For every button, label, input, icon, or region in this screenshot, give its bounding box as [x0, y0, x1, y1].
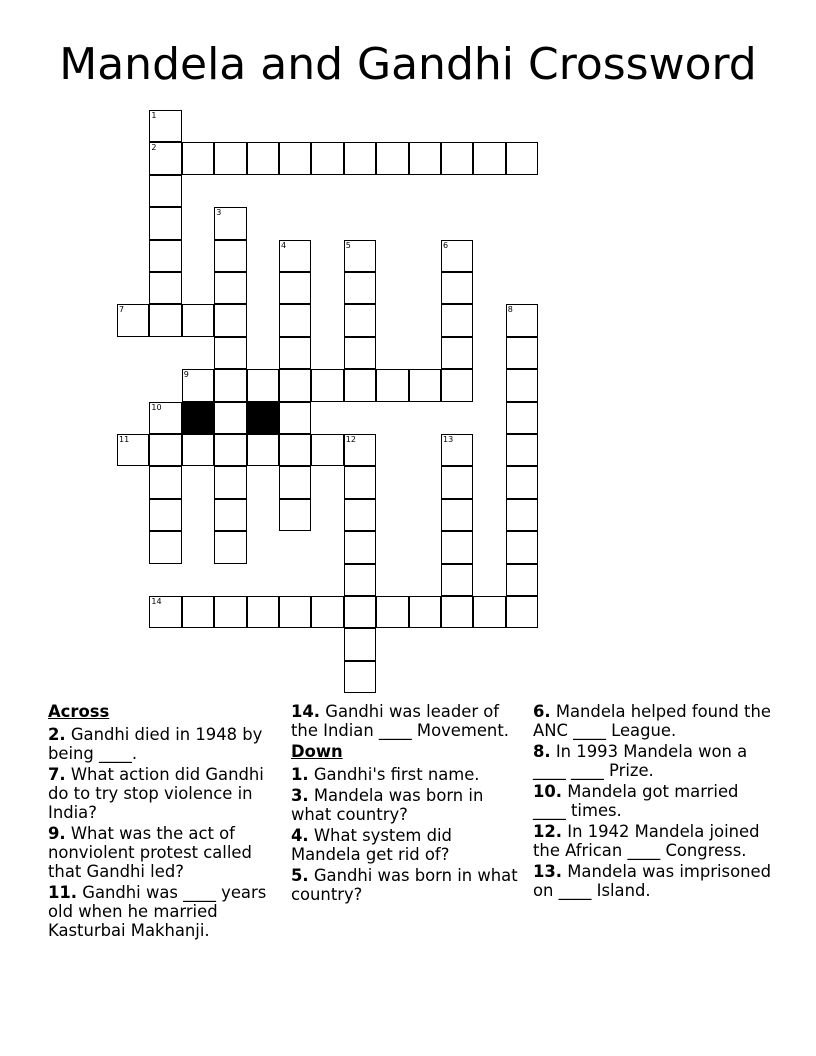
- down-clue-4: 4. What system did Mandela get rid of?: [291, 826, 452, 864]
- crossword-cell[interactable]: [149, 272, 181, 304]
- crossword-cell[interactable]: [344, 499, 376, 531]
- crossword-cell[interactable]: [149, 304, 181, 336]
- crossword-cell[interactable]: [214, 434, 246, 466]
- crossword-cell[interactable]: [344, 304, 376, 336]
- clues-column-3: [533, 702, 773, 902]
- crossword-cell[interactable]: [376, 369, 408, 401]
- crossword-cell[interactable]: [441, 596, 473, 628]
- crossword-cell[interactable]: [149, 142, 181, 174]
- crossword-cell[interactable]: [506, 304, 538, 336]
- crossword-cell[interactable]: [506, 434, 538, 466]
- crossword-cell[interactable]: [182, 142, 214, 174]
- crossword-cell[interactable]: [149, 466, 181, 498]
- crossword-cell[interactable]: [117, 434, 149, 466]
- crossword-cell[interactable]: [182, 596, 214, 628]
- crossword-cell[interactable]: [279, 402, 311, 434]
- clue-number: 13: [443, 435, 454, 444]
- crossword-cell[interactable]: [149, 531, 181, 563]
- crossword-cell[interactable]: [409, 596, 441, 628]
- crossword-cell[interactable]: [344, 596, 376, 628]
- crossword-cell[interactable]: [279, 434, 311, 466]
- crossword-cell[interactable]: [149, 175, 181, 207]
- crossword-cell[interactable]: [182, 369, 214, 401]
- crossword-cell[interactable]: [279, 499, 311, 531]
- crossword-cell[interactable]: [506, 564, 538, 596]
- crossword-cell[interactable]: [247, 596, 279, 628]
- crossword-cell[interactable]: [117, 304, 149, 336]
- clue-number: 5: [345, 240, 351, 250]
- clue-number: 2: [151, 143, 157, 153]
- blocked-cell: [247, 402, 279, 434]
- crossword-cell[interactable]: [214, 272, 246, 304]
- crossword-cell[interactable]: [149, 434, 181, 466]
- crossword-cell[interactable]: [311, 434, 343, 466]
- clue-number: 3: [216, 208, 222, 218]
- crossword-cell[interactable]: [311, 142, 343, 174]
- crossword-cell[interactable]: [149, 596, 181, 628]
- crossword-cell[interactable]: [247, 142, 279, 174]
- crossword-grid: [117, 110, 538, 693]
- crossword-cell[interactable]: [506, 402, 538, 434]
- crossword-cell[interactable]: [506, 369, 538, 401]
- down-clue-6: 6. Mandela helped found the ANC ____ League.: [533, 702, 771, 740]
- crossword-cell[interactable]: [344, 628, 376, 660]
- crossword-cell[interactable]: [279, 466, 311, 498]
- across-clue-7: 7. What action did Gandhi do to try stop violence in India?: [48, 765, 264, 822]
- down-clue-8: 8. In 1993 Mandela won a ____ ____ Prize.: [533, 742, 748, 780]
- crossword-cell[interactable]: [214, 337, 246, 369]
- crossword-cell[interactable]: [441, 304, 473, 336]
- across-clue-9: 9. What was the act of nonviolent protest called that Gandhi led?: [48, 824, 252, 881]
- crossword-cell[interactable]: [376, 596, 408, 628]
- crossword-cell[interactable]: [149, 110, 181, 142]
- clue-number: 7: [119, 305, 125, 315]
- across-clue-14: 14. Gandhi was leader of the Indian ____ Movement.: [291, 702, 509, 740]
- crossword-cell[interactable]: [149, 499, 181, 531]
- crossword-cell[interactable]: [214, 369, 246, 401]
- crossword-cell[interactable]: [441, 240, 473, 272]
- crossword-cell[interactable]: [214, 207, 246, 239]
- clue-number: 8: [507, 305, 513, 315]
- crossword-cell[interactable]: [149, 240, 181, 272]
- crossword-cell[interactable]: [279, 240, 311, 272]
- clue-number: 9: [183, 370, 189, 380]
- crossword-cell[interactable]: [214, 240, 246, 272]
- crossword-cell[interactable]: [506, 531, 538, 563]
- crossword-cell[interactable]: [214, 499, 246, 531]
- crossword-cell[interactable]: [506, 337, 538, 369]
- across-clue-11: 11. Gandhi was ____ years old when he married Kasturbai Makhanji.: [48, 883, 267, 940]
- down-clue-12: 12. In 1942 Mandela joined the African ____ Congress.: [533, 822, 760, 860]
- crossword-cell[interactable]: [441, 466, 473, 498]
- page-title: Mandela and Gandhi Crossword: [59, 39, 757, 90]
- crossword-cell[interactable]: [182, 434, 214, 466]
- crossword-cell[interactable]: [344, 661, 376, 693]
- crossword-cell[interactable]: [279, 596, 311, 628]
- clues-column-1: [48, 702, 284, 942]
- clue-number: 14: [151, 597, 162, 606]
- crossword-cell[interactable]: [441, 564, 473, 596]
- crossword-cell[interactable]: [473, 596, 505, 628]
- down-clue-5: 5. Gandhi was born in what country?: [291, 866, 518, 904]
- crossword-cell[interactable]: [214, 596, 246, 628]
- crossword-cell[interactable]: [344, 272, 376, 304]
- crossword-cell[interactable]: [344, 142, 376, 174]
- down-clue-1: 1. Gandhi's first name.: [291, 765, 480, 784]
- crossword-cell[interactable]: [214, 531, 246, 563]
- clue-number: 11: [119, 435, 130, 444]
- crossword-cell[interactable]: [279, 142, 311, 174]
- clue-number: 1: [151, 111, 157, 120]
- across-heading: Across: [48, 702, 110, 721]
- crossword-cell[interactable]: [279, 337, 311, 369]
- crossword-cell[interactable]: [506, 499, 538, 531]
- crossword-cell[interactable]: [279, 369, 311, 401]
- crossword-cell[interactable]: [441, 337, 473, 369]
- crossword-cell[interactable]: [441, 369, 473, 401]
- crossword-cell[interactable]: [376, 142, 408, 174]
- crossword-cell[interactable]: [409, 369, 441, 401]
- down-heading: Down: [291, 742, 343, 761]
- crossword-cell[interactable]: [344, 466, 376, 498]
- crossword-cell[interactable]: [441, 531, 473, 563]
- down-clue-10: 10. Mandela got married ____ times.: [533, 782, 739, 820]
- clue-number: 4: [281, 240, 287, 250]
- crossword-cell[interactable]: [344, 434, 376, 466]
- clue-number: 12: [345, 435, 356, 444]
- crossword-cell[interactable]: [441, 142, 473, 174]
- crossword-cell[interactable]: [311, 369, 343, 401]
- crossword-cell[interactable]: [214, 466, 246, 498]
- crossword-cell[interactable]: [409, 142, 441, 174]
- crossword-cell[interactable]: [344, 240, 376, 272]
- crossword-cell[interactable]: [311, 596, 343, 628]
- crossword-cell[interactable]: [182, 304, 214, 336]
- crossword-cell[interactable]: [441, 499, 473, 531]
- crossword-cell[interactable]: [441, 434, 473, 466]
- down-clue-3: 3. Mandela was born in what country?: [291, 786, 484, 824]
- crossword-cell[interactable]: [247, 369, 279, 401]
- blocked-cell: [182, 402, 214, 434]
- crossword-cell[interactable]: [214, 304, 246, 336]
- crossword-cell[interactable]: [441, 272, 473, 304]
- crossword-cell[interactable]: [247, 434, 279, 466]
- across-clue-2: 2. Gandhi died in 1948 by being ____.: [48, 725, 263, 763]
- crossword-cell[interactable]: [344, 369, 376, 401]
- crossword-cell[interactable]: [473, 142, 505, 174]
- crossword-cell[interactable]: [344, 337, 376, 369]
- crossword-cell[interactable]: [214, 142, 246, 174]
- crossword-cell[interactable]: [344, 531, 376, 563]
- crossword-cell[interactable]: [506, 596, 538, 628]
- crossword-cell[interactable]: [279, 304, 311, 336]
- clues-column-2: [291, 702, 519, 906]
- crossword-cell[interactable]: [344, 564, 376, 596]
- crossword-cell[interactable]: [506, 466, 538, 498]
- crossword-cell[interactable]: [149, 207, 181, 239]
- clue-number: 10: [151, 402, 162, 412]
- clue-number: 6: [443, 240, 449, 250]
- crossword-cell[interactable]: [149, 402, 181, 434]
- crossword-cell[interactable]: [506, 142, 538, 174]
- down-clue-13: 13. Mandela was imprisoned on ____ Island.: [533, 862, 771, 900]
- crossword-cell[interactable]: [214, 402, 246, 434]
- crossword-cell[interactable]: [279, 272, 311, 304]
